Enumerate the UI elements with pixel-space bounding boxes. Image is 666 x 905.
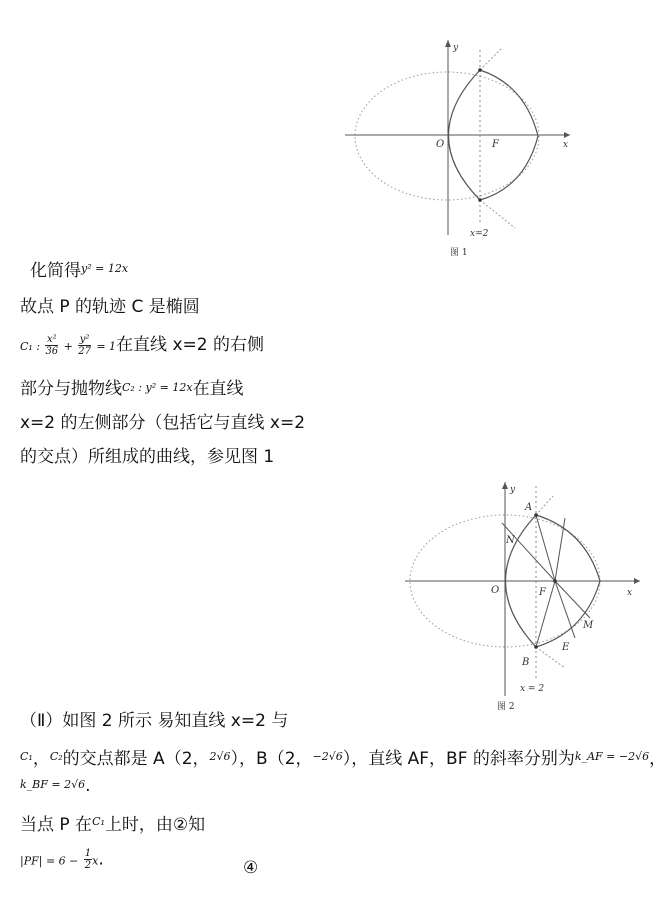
line-trajectory bbox=[20, 292, 200, 317]
text: ），直线 AF，BF 的斜率分别为 bbox=[342, 749, 575, 769]
parabola-extension-top bbox=[480, 48, 502, 70]
numerator: 1 bbox=[84, 848, 92, 859]
comma: ， bbox=[32, 749, 50, 769]
text: 故点 P 的轨迹 C 是椭圆 bbox=[20, 297, 200, 317]
parabola-extension-bottom bbox=[480, 200, 515, 228]
x-axis-arrow bbox=[634, 578, 640, 584]
label-f: F bbox=[492, 139, 499, 150]
numerator: x² bbox=[46, 333, 57, 345]
label-a: A bbox=[525, 502, 533, 513]
line-slope-bf bbox=[20, 776, 91, 796]
denominator: 27 bbox=[78, 345, 91, 357]
slope-af: k_AF = −2√6 bbox=[574, 750, 650, 763]
fraction-y2-27 bbox=[78, 334, 91, 357]
c1-label: C₁ bbox=[20, 750, 33, 763]
c1-label: C₁ bbox=[92, 815, 105, 828]
text: （Ⅱ）如图 2 所示 易知直线 x=2 与 bbox=[20, 711, 289, 731]
label-f: F bbox=[539, 587, 546, 598]
c1-label: C₁ : bbox=[20, 340, 41, 353]
text: 上时，由②知 bbox=[104, 815, 206, 835]
pf-lhs: |PF| = 6 − bbox=[20, 854, 79, 868]
figure-1 bbox=[330, 30, 590, 265]
period: . bbox=[85, 776, 91, 796]
label-o: O bbox=[491, 585, 500, 596]
label-x: x bbox=[627, 588, 633, 598]
text: x=2 的左侧部分（包括它与直线 x=2 bbox=[20, 413, 306, 433]
text: 的交点都是 A（2， bbox=[62, 749, 210, 769]
line-part-two bbox=[20, 706, 288, 731]
equation-marker bbox=[243, 858, 258, 878]
text: 化简得 bbox=[30, 261, 81, 281]
variable-x: x bbox=[92, 854, 99, 868]
text: ， bbox=[649, 749, 666, 769]
y-axis-arrow bbox=[502, 482, 508, 489]
root-negative: −2√6 bbox=[312, 750, 343, 763]
point-f bbox=[553, 579, 557, 583]
parabola-extension-bottom bbox=[536, 647, 565, 668]
ellipse-c1 bbox=[355, 72, 539, 200]
line-curve-composition bbox=[20, 442, 274, 467]
label-o: O bbox=[436, 139, 445, 150]
label-y: y bbox=[510, 485, 516, 495]
ray-f-to-top bbox=[555, 518, 565, 581]
figure-2 bbox=[405, 478, 640, 718]
line-point-on-c1 bbox=[20, 810, 205, 835]
label-n: N bbox=[506, 535, 515, 546]
point-b bbox=[534, 645, 538, 649]
line-left-part bbox=[20, 408, 305, 433]
text: 部分与抛物线 bbox=[20, 379, 122, 399]
figure-1-caption: 图 1 bbox=[450, 248, 468, 258]
denominator: 2 bbox=[84, 860, 92, 871]
c2-label: C₂ bbox=[49, 750, 63, 763]
label-y: y bbox=[453, 43, 459, 53]
line-ellipse-equation bbox=[20, 330, 264, 357]
line-parabola bbox=[20, 374, 244, 399]
line-simplified bbox=[30, 256, 128, 281]
fraction-x2-36 bbox=[45, 334, 58, 357]
label-e: E bbox=[562, 642, 570, 653]
point-a bbox=[534, 513, 538, 517]
plus-sign: + bbox=[63, 340, 73, 353]
equals-one: = 1 bbox=[96, 340, 117, 353]
ray-f-to-m bbox=[555, 581, 590, 618]
line-intersections bbox=[20, 744, 666, 769]
marker-4: ④ bbox=[243, 858, 259, 878]
label-m: M bbox=[583, 620, 594, 631]
ray-f-to-e bbox=[555, 581, 575, 638]
x-axis-arrow bbox=[564, 132, 570, 138]
parabola-extension-top bbox=[536, 496, 553, 515]
text: ），B（2， bbox=[230, 749, 313, 769]
equation: y² = 12x bbox=[81, 262, 129, 275]
text: 的交点）所组成的曲线，参见图 1 bbox=[20, 447, 275, 467]
fraction-half bbox=[84, 848, 92, 871]
intersection-point-top bbox=[478, 68, 482, 72]
y-axis-arrow bbox=[445, 40, 451, 47]
text: 在直线 x=2 的右侧 bbox=[116, 335, 264, 355]
label-x: x bbox=[563, 140, 569, 150]
label-b: B bbox=[522, 657, 530, 668]
text: 在直线 bbox=[192, 379, 244, 399]
line-pf-formula bbox=[20, 848, 104, 871]
figure-2-caption: 图 2 bbox=[497, 702, 515, 712]
denominator: 36 bbox=[45, 345, 59, 357]
slope-bf: k_BF = 2√6 bbox=[20, 778, 86, 791]
label-line-x2: x=2 bbox=[470, 229, 489, 239]
text: 当点 P 在 bbox=[20, 815, 93, 835]
numerator: y² bbox=[79, 333, 90, 345]
period: . bbox=[98, 849, 104, 870]
label-line-x2: x = 2 bbox=[520, 684, 545, 694]
root-positive: 2√6 bbox=[209, 750, 231, 763]
intersection-point-bottom bbox=[478, 198, 482, 202]
parabola-equation: C₂ : y² = 12x bbox=[122, 381, 193, 394]
